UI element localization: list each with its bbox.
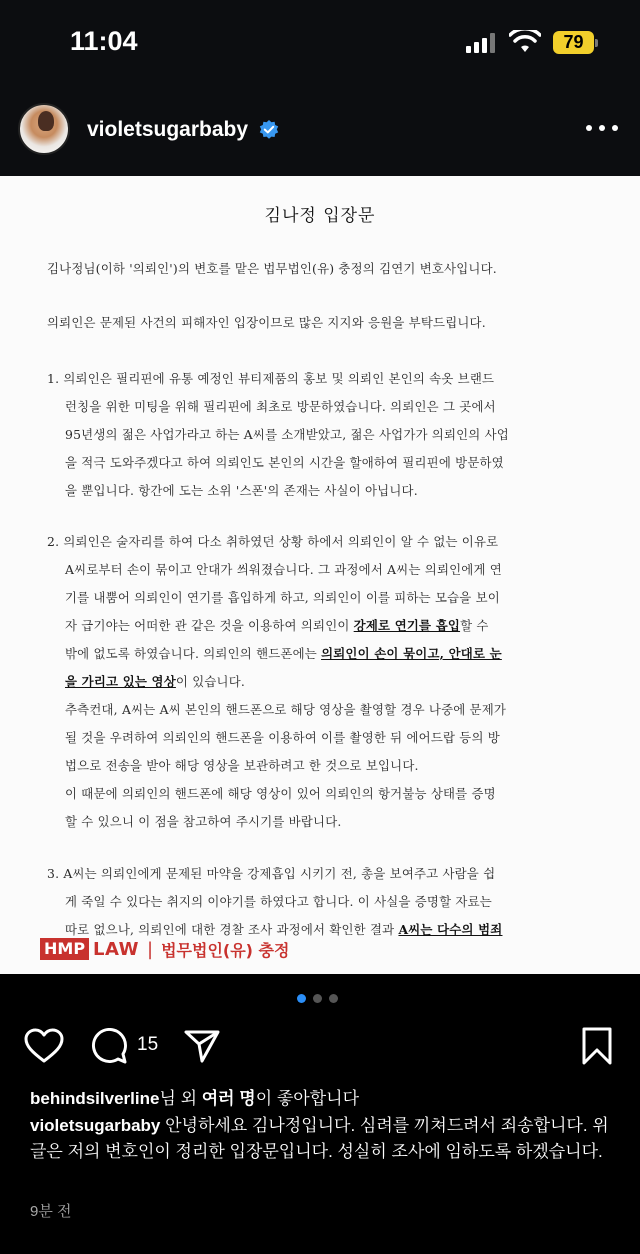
- document-p2-line: 될 것을 우려하여 의뢰인의 핸드폰을 이용하여 이를 촬영한 뒤 에어드랍 등의 방: [65, 730, 500, 745]
- document-p1-line: 을 뿐입니다. 항간에 도는 소위 '스폰'의 존재는 사실이 아닙니다.: [65, 483, 418, 498]
- document-title: 김나정 입장문: [264, 206, 376, 226]
- logo-hmp: HMP: [40, 938, 89, 960]
- verified-badge-icon: [259, 120, 279, 140]
- document-p3-line: 게 죽일 수 있다는 취지의 이야기를 하였다고 합니다. 이 사실을 증명할 자료는: [65, 894, 492, 909]
- signal-icon: [466, 33, 496, 53]
- likes-summary[interactable]: [30, 1084, 359, 1109]
- post-caption: [30, 1113, 620, 1165]
- document-p1-line: 런칭을 위한 미팅을 위해 필리핀에 최초로 방문하였습니다. 의뢰인은 그 곳에서: [65, 399, 496, 414]
- document-p1-line: 95년생의 젊은 사업가라고 하는 A씨를 소개받았고, 젊은 사업가가 의뢰인의 사업: [65, 427, 509, 442]
- post-image-document[interactable]: [0, 176, 640, 974]
- highlight-text: 을 가리고 있는 영상: [65, 674, 176, 689]
- document-p1-line: 을 적극 도와주겠다고 하여 의뢰인도 본인의 시간을 할애하여 필리핀에 방문하였: [65, 455, 504, 470]
- document-p2-line: A씨로부터 손이 묶이고 안대가 씌워졌습니다. 그 과정에서 A씨는 의뢰인에게 연: [65, 562, 502, 577]
- carousel-dot: [329, 994, 338, 1003]
- document-intro-line: 의뢰인은 문제된 사건의 피해자인 입장이므로 많은 지지와 응원을 부탁드립니다.: [47, 315, 486, 330]
- document-intro-line: 김나정님(이하 '의뢰인')의 변호를 맡은 법무법인(유) 충정의 김연기 변호사입니다.: [47, 261, 497, 276]
- document-p2-line: 을 가리고 있는 영상이 있습니다.: [65, 674, 246, 689]
- post-action-bar: [0, 1020, 640, 1070]
- highlight-text: A씨는 다수의 범죄: [398, 922, 503, 937]
- carousel-dot: [313, 994, 322, 1003]
- document-p3-line: 따로 없으나, 의뢰인에 대한 경찰 조사 과정에서 확인한 결과 A씨는 다수의 범죄: [65, 922, 503, 937]
- caption-text: 안녕하세요 김나정입니다. 심려를 끼쳐드려서 죄송합니다. 위 글은 저의 변호인이 정리한 입장문입니다. 성실히 조사에 임하도록 하겠습니다.: [30, 1116, 609, 1161]
- logo-firm-name: 법무법인(유) 충정: [161, 940, 290, 960]
- bookmark-icon[interactable]: [580, 1026, 614, 1066]
- status-time: 11:04: [70, 26, 138, 56]
- highlight-text: 강제로 연기를 흡입: [353, 618, 461, 633]
- document-p2-line: 기를 내뿜어 의뢰인이 연기를 흡입하게 하고, 의뢰인이 이를 피하는 모습을 보이: [65, 590, 500, 605]
- share-icon[interactable]: [183, 1028, 221, 1064]
- comment-icon[interactable]: [90, 1028, 128, 1064]
- logo-law: LAW: [93, 938, 139, 960]
- highlight-text: 의뢰인이 손이 묶이고, 안대로 눈: [321, 646, 502, 661]
- post-username[interactable]: violetsugarbaby: [87, 118, 249, 141]
- document-p2-line: 2. 의뢰인은 술자리를 하여 다소 취하였던 상황 하에서 의뢰인이 알 수 없는 이유로: [47, 534, 499, 549]
- document-p3-line: 3. A씨는 의뢰인에게 문제된 마약을 강제흡입 시키기 전, 총을 보여주고 사람을 쉽: [47, 866, 496, 881]
- logo-separator: |: [147, 938, 154, 960]
- likes-user[interactable]: behindsilverline: [30, 1089, 160, 1108]
- carousel-indicator: [297, 994, 345, 1004]
- wifi-icon: [509, 30, 541, 54]
- carousel-dot-active: [297, 994, 306, 1003]
- document-p1-line: 1. 의뢰인은 필리핀에 유통 예정인 뷰티제품의 홍보 및 의뢰인 본인의 속옷 브랜드: [47, 371, 495, 386]
- likes-text: 님 외: [159, 1089, 202, 1108]
- likes-text: 이 좋아합니다: [255, 1089, 359, 1108]
- post-header: [0, 86, 640, 176]
- caption-username[interactable]: violetsugarbaby: [30, 1116, 161, 1135]
- post-timestamp: 9분 전: [30, 1203, 72, 1220]
- likes-others[interactable]: 여러 명: [201, 1089, 256, 1108]
- document-p2-line: 할 수 있으니 이 점을 참고하여 주시기를 바랍니다.: [65, 814, 342, 829]
- document-p2-line: 이 때문에 의뢰인의 핸드폰에 해당 영상이 있어 의뢰인의 항거불능 상태를 증명: [65, 786, 496, 801]
- comment-count[interactable]: 15: [137, 1034, 159, 1055]
- status-bar: [0, 0, 640, 86]
- battery-indicator: 79: [553, 31, 594, 54]
- heart-icon[interactable]: [24, 1028, 64, 1064]
- law-firm-logo: [40, 936, 289, 962]
- document-p2-line: 밖에 없도록 하였습니다. 의뢰인의 핸드폰에는 의뢰인이 손이 묶이고, 안대로 눈: [65, 646, 502, 661]
- document-p2-line: 법으로 전송을 받아 해당 영상을 보관하려고 한 것으로 보입니다.: [65, 758, 419, 773]
- document-p2-line: 자 급기야는 어떠한 관 같은 것을 이용하여 의뢰인이 강제로 연기를 흡입할 수: [65, 618, 489, 633]
- document-p2-line: 추측컨대, A씨는 A씨 본인의 핸드폰으로 해당 영상을 촬영할 경우 나중에 문제가: [65, 702, 507, 717]
- more-icon[interactable]: [586, 124, 620, 134]
- avatar[interactable]: [18, 103, 70, 155]
